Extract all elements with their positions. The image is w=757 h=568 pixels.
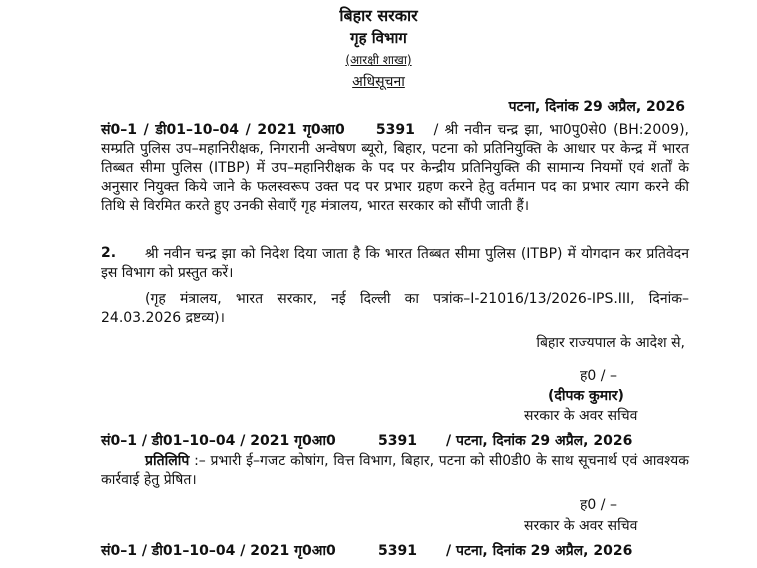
- order-line: बिहार राज्यपाल के आदेश से,: [536, 335, 685, 351]
- govt-title: बिहार सरकार: [339, 6, 418, 25]
- copy1-label: प्रतिलिपि: [145, 453, 190, 469]
- copy2-ref-number: सं0–1 / डी01–10–04 / 2021 गृ0आ0: [101, 543, 336, 559]
- place-date: पटना, दिनांक 29 अप्रैल, 2026: [508, 99, 685, 115]
- copy1-ref-line: [101, 431, 632, 450]
- para-3-text: (गृह मंत्रालय, भारत सरकार, नई दिल्ली का पत्रांक–I-21016/13/2026-IPS.III, दिनांक–24.03.2026 द्रष्टव्य)।: [101, 291, 689, 326]
- doc-type-title: अधिसूचना: [352, 74, 405, 90]
- para-2-text: श्री नवीन चन्द्र झा को निदेश दिया जाता है कि भारत तिब्बत सीमा पुलिस (ITBP) में योगदान कर प्रतिवेदन इस विभाग को प्रस्तुत करें।: [101, 246, 689, 281]
- para-1: [101, 121, 689, 216]
- copy1-place-date: / पटना, दिनांक 29 अप्रैल, 2026: [446, 433, 633, 449]
- copy1-ref-number: सं0–1 / डी01–10–04 / 2021 गृ0आ0: [101, 433, 336, 449]
- branch-title: (आरक्षी शाखा): [345, 53, 412, 67]
- ref-serial: 5391: [375, 122, 415, 138]
- ref-number: सं0–1 / डी01–10–04 / 2021 गृ0आ0: [101, 122, 345, 138]
- copy1-designation: सरकार के अवर सचिव: [524, 518, 638, 534]
- signature-name: (दीपक कुमार): [548, 388, 624, 404]
- copy1-text: :– प्रभारी ई–गजट कोषांग, वित्त विभाग, बिहार, पटना को सी0डी0 के साथ सूचनार्थ एवं आवश्यक कार्रवाई हेतु प्रेषित।: [101, 453, 689, 488]
- signature-designation: सरकार के अवर सचिव: [524, 408, 638, 424]
- copy2-ref-serial: 5391: [378, 543, 417, 559]
- copy1-text-block: [101, 452, 689, 490]
- copy2-place-date: / पटना, दिनांक 29 अप्रैल, 2026: [446, 543, 633, 559]
- para-2-number: 2.: [101, 245, 117, 261]
- copy1-ref-serial: 5391: [378, 433, 417, 449]
- para-1-text: / श्री नवीन चन्द्र झा, भा0पु0से0 (BH:2009), सम्प्रति पुलिस उप–महानिरीक्षक, निगरानी अन्वेषण ब्यूरो, बिहार, पटना को प्रतिनियुक्ति के आधार पर केन्द्र में भारत तिब्बत सीमा पुलिस (ITBP) में उप–महानिरीक्षक के पद पर केन्द्रीय प्रतिनियुक्ति की सामान्य नियमों एवं शर्तों के अनुसार नियुक्त किये जाने के फलस्वरूप उक्त पद पर प्रभार ग्रहण करने हेतु वर्तमान पद का प्रभार त्याग करने की तिथि से विरमित करते हुए उनकी सेवाएँ गृह मंत्रालय, भारत सरकार को सौंपी जाती हैं।: [101, 122, 689, 214]
- signature-sd: ह0 / –: [580, 368, 617, 384]
- dept-title: गृह विभाग: [350, 29, 407, 47]
- copy1-sd: ह0 / –: [580, 497, 617, 513]
- copy2-ref-line: [101, 541, 632, 560]
